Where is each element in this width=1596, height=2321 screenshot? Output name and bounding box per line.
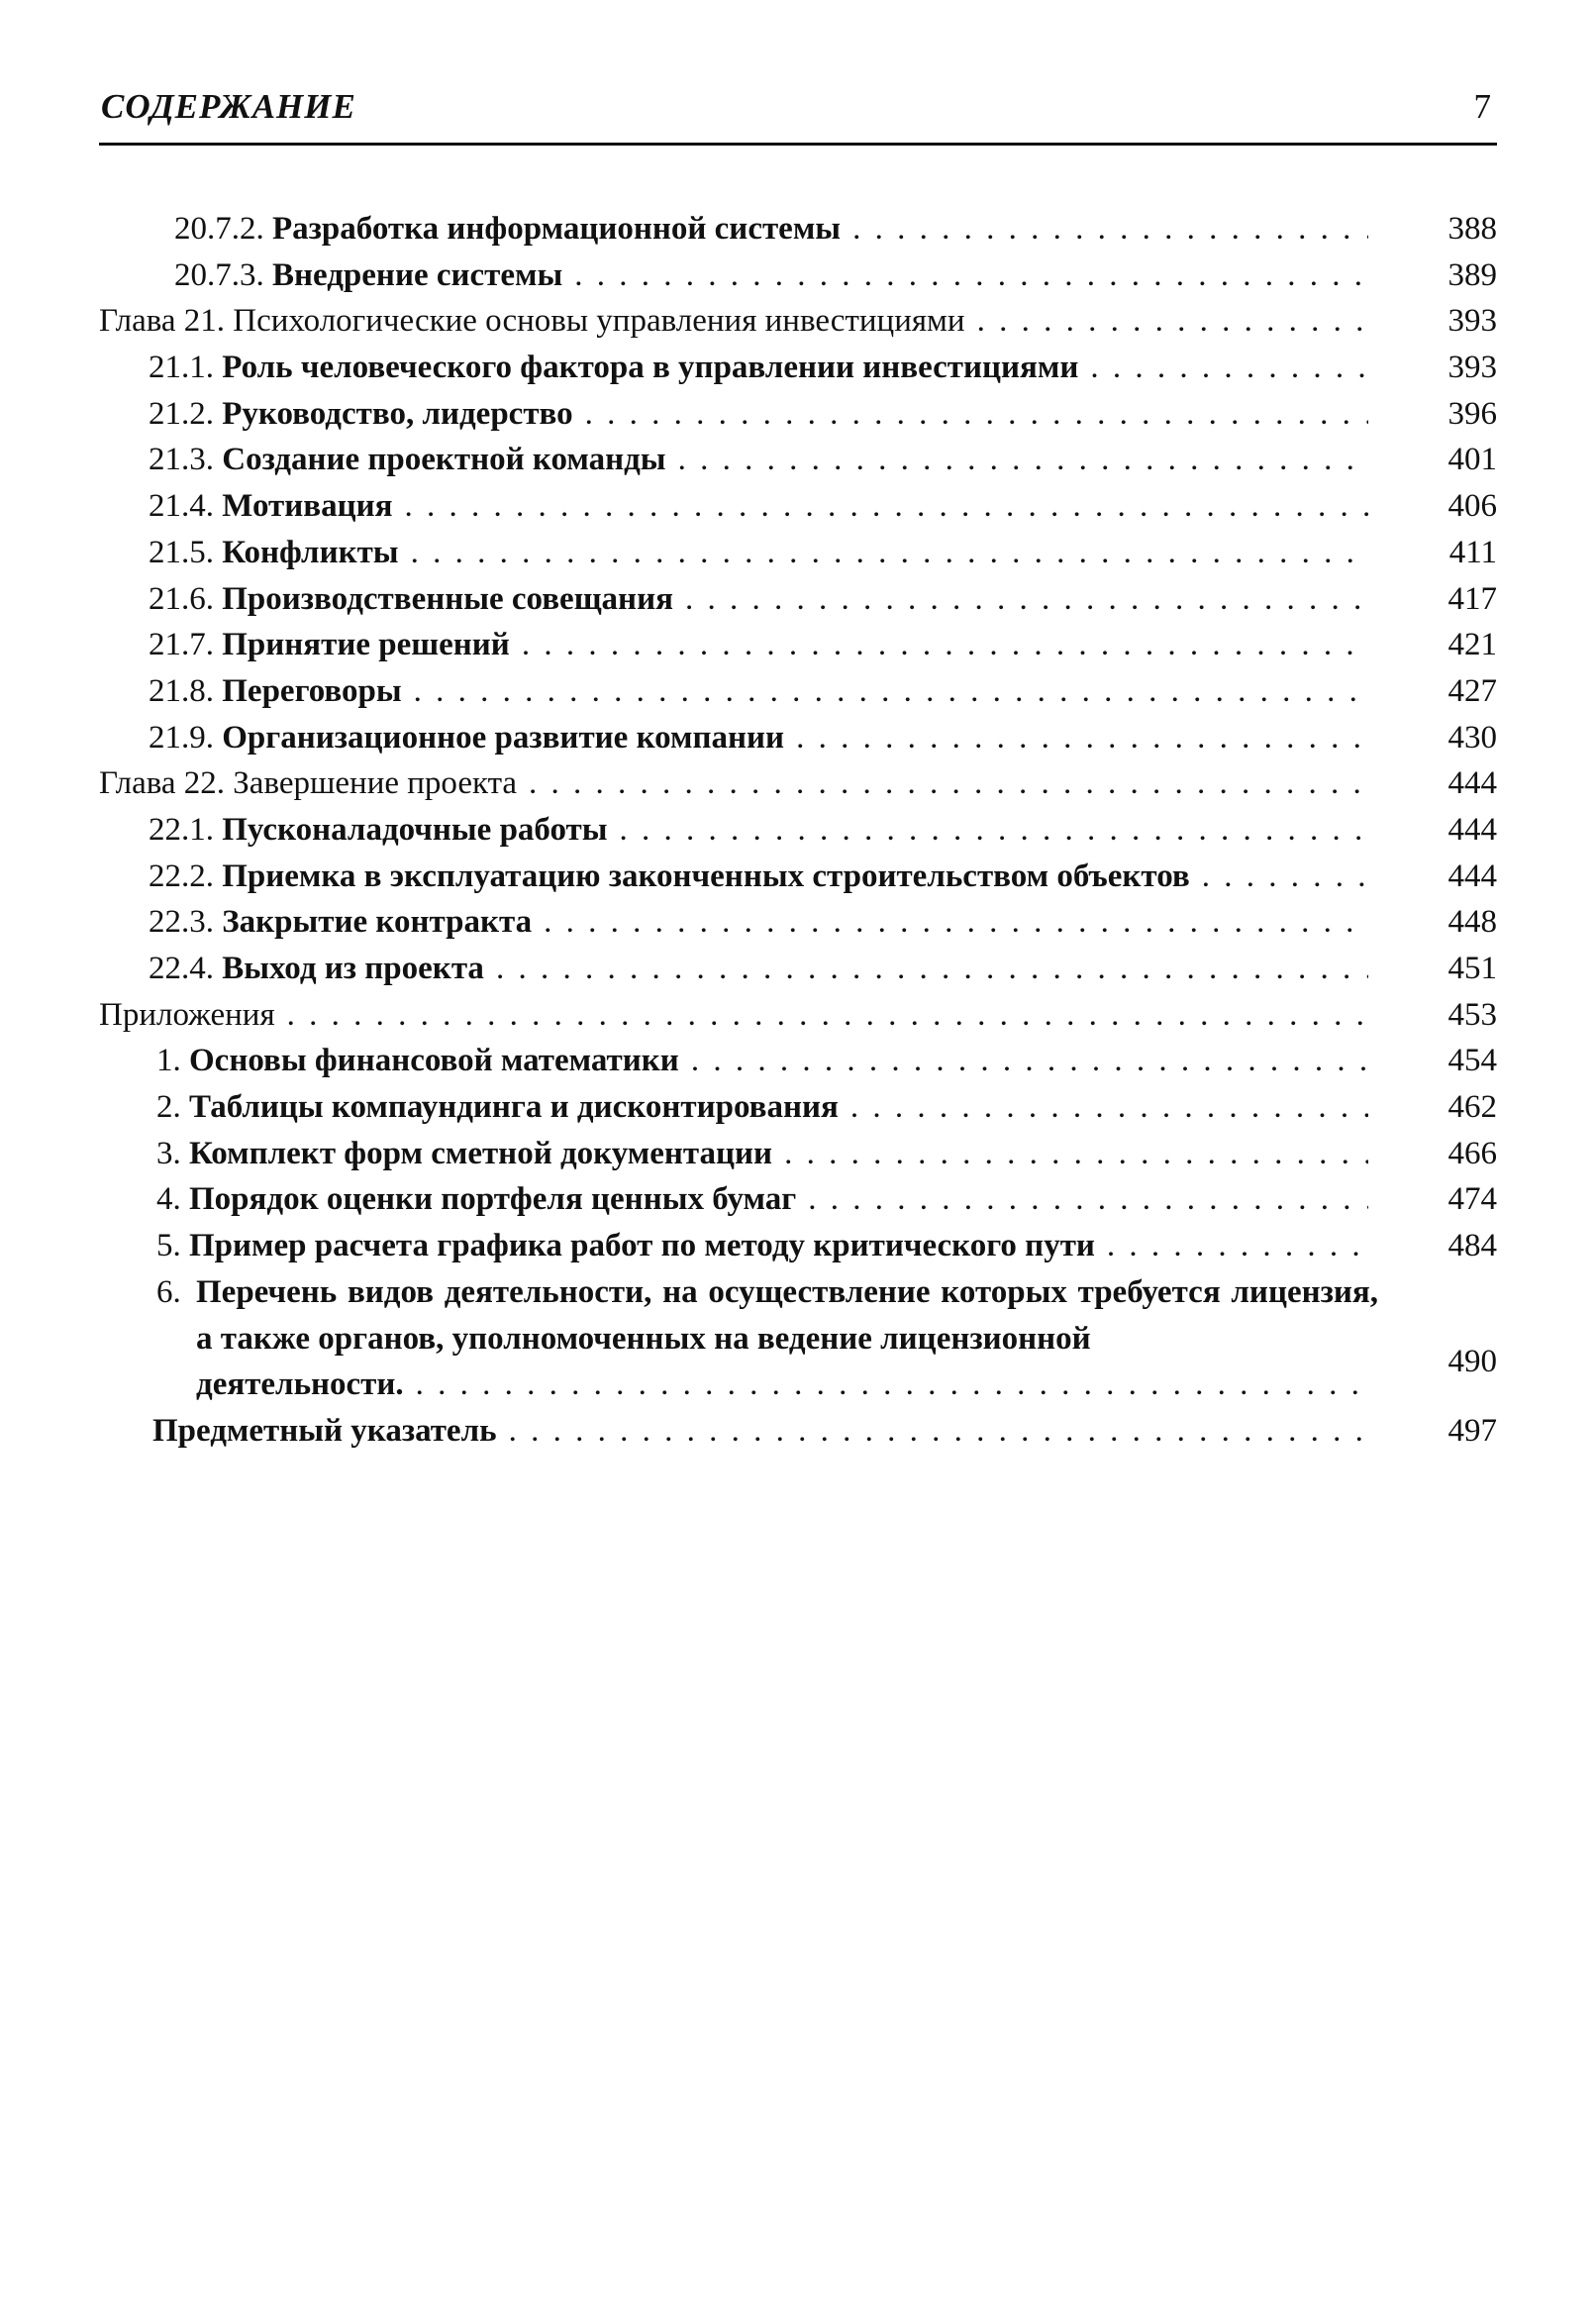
toc-entry-title: Приемка в эксплуатацию законченных строительством объектов xyxy=(222,858,1190,894)
toc-page-number: 389 xyxy=(1447,256,1497,293)
toc-entry xyxy=(0,899,1596,946)
toc-entry xyxy=(0,252,1596,299)
toc-page-number: 444 xyxy=(1447,858,1497,894)
toc-entry-text xyxy=(99,298,1368,345)
toc-entry-title: Комплект форм сметной документации xyxy=(189,1135,773,1171)
toc-entry xyxy=(0,1223,1596,1269)
toc-page-number: 421 xyxy=(1447,627,1497,663)
toc-entry xyxy=(0,391,1596,438)
toc-entry xyxy=(0,622,1596,668)
toc-entry xyxy=(0,576,1596,623)
toc-entry xyxy=(0,946,1596,992)
toc-entry-title: Конфликты xyxy=(222,534,399,570)
toc-entry-number: 21.9. xyxy=(149,719,214,756)
toc-entry-title: Мотивация xyxy=(222,488,393,525)
toc-entry-number: 2. xyxy=(156,1089,181,1126)
toc-entry-number: 5. xyxy=(156,1228,181,1264)
toc-entry-title: Разработка информационной системы xyxy=(272,211,842,247)
toc-entry-title: Производственные совещания xyxy=(222,580,673,617)
toc-entry-title: Предметный указатель xyxy=(152,1412,497,1449)
toc-entry-text xyxy=(149,854,1368,900)
toc-entry-number: 21.8. xyxy=(149,672,214,709)
toc-page-number: 466 xyxy=(1447,1135,1497,1171)
toc-entry xyxy=(0,715,1596,761)
toc-entry-text xyxy=(149,391,1368,438)
toc-entry-multiline xyxy=(0,1269,1596,1408)
toc-page-number: 462 xyxy=(1447,1089,1497,1126)
toc-entry-title: Закрытие контракта xyxy=(222,904,533,941)
toc-page-number: 497 xyxy=(1447,1412,1497,1449)
toc-page-number: 393 xyxy=(1447,350,1497,386)
toc-page-number: 430 xyxy=(1447,719,1497,756)
toc-entry-title: Пусконаладочные работы xyxy=(222,811,608,848)
toc-entry-text xyxy=(156,1223,1368,1269)
toc-entry-title: Основы финансовой математики xyxy=(189,1043,679,1079)
header-page-number: 7 xyxy=(1473,87,1491,126)
toc-entry-text xyxy=(156,1131,1368,1177)
toc-entry-number: 21.2. xyxy=(149,395,214,432)
toc-entry-number: Глава 21. xyxy=(99,303,226,340)
toc-page-number: 411 xyxy=(1448,534,1497,570)
toc-entry-title: Создание проектной команды xyxy=(222,442,666,478)
toc-entry-title: Роль человеческого фактора в управлении инвестициями xyxy=(222,350,1079,386)
toc-entry xyxy=(0,854,1596,900)
toc-entry-title: Порядок оценки портфеля ценных бумаг xyxy=(189,1181,797,1218)
toc-entry xyxy=(0,298,1596,345)
toc-entry xyxy=(0,668,1596,715)
toc-page-number: 448 xyxy=(1447,904,1497,941)
toc-entry-title: Выход из проекта xyxy=(222,951,484,986)
toc-entry-number: 3. xyxy=(156,1135,181,1171)
toc-entry xyxy=(0,1131,1596,1177)
toc-entry-text xyxy=(149,715,1368,761)
toc-entry xyxy=(0,206,1596,252)
toc-entry-title: Руководство, лидерство xyxy=(222,395,573,432)
toc-entry-text xyxy=(99,992,1368,1039)
toc-entry-text xyxy=(149,530,1368,576)
toc-entry-number: 20.7.2. xyxy=(174,211,264,247)
toc-entry-text xyxy=(149,899,1368,946)
toc-entry-title: Завершение проекта xyxy=(233,765,518,802)
toc-entry-number: 21.7. xyxy=(149,627,214,663)
toc-entry-index xyxy=(0,1408,1596,1455)
toc-entry xyxy=(0,1176,1596,1223)
toc-entry-text xyxy=(149,668,1368,715)
toc-entry-number: 21.4. xyxy=(149,488,214,525)
header-title: СОДЕРЖАНИЕ xyxy=(101,87,356,126)
toc-entry xyxy=(0,807,1596,854)
toc-entry-title: Переговоры xyxy=(222,672,402,709)
toc-entry-title: Принятие решений xyxy=(222,627,510,663)
toc-page-number: 388 xyxy=(1447,211,1497,247)
toc-entry-title: Перечень видов деятельности, на осуществление которых требуется лицензия, а также органов, уполномоченных на ведение лицензионной xyxy=(196,1273,1378,1357)
toc-page-number: 453 xyxy=(1447,996,1497,1033)
toc-entry-text xyxy=(152,1408,1368,1455)
toc-entry-text xyxy=(149,437,1368,483)
toc-entry-title-last-line xyxy=(196,1362,1368,1408)
toc-entry-number: 4. xyxy=(156,1181,181,1218)
toc-entry-number: 6. xyxy=(156,1273,181,1310)
toc-page-number: 444 xyxy=(1447,765,1497,802)
toc-entry-number: 21.6. xyxy=(149,580,214,617)
toc-entry xyxy=(0,345,1596,391)
toc-entry-number: 21.3. xyxy=(149,442,214,478)
toc-entry-text xyxy=(149,946,1368,992)
toc-entry xyxy=(0,437,1596,483)
toc-entry-text xyxy=(149,622,1368,668)
toc-entry-text xyxy=(156,1176,1368,1223)
toc-entry xyxy=(0,1084,1596,1131)
toc-entry-title: Психологические основы управления инвестициями xyxy=(233,303,965,340)
toc-entry-text xyxy=(156,1038,1368,1084)
toc-entry-title: Таблицы компаундинга и дисконтирования xyxy=(189,1089,839,1126)
toc-entry-text xyxy=(174,206,1368,252)
toc-page-number: 484 xyxy=(1447,1228,1497,1264)
toc-entry-title-end: деятельности. xyxy=(196,1366,404,1403)
toc-entry xyxy=(0,760,1596,807)
toc-entry-number: 1. xyxy=(156,1043,181,1079)
toc-entry-title: Внедрение системы xyxy=(272,256,563,293)
toc-entry-title: Пример расчета графика работ по методу критического пути xyxy=(189,1228,1095,1264)
toc-entry-text xyxy=(156,1084,1368,1131)
toc-entry-title: Организационное развитие компании xyxy=(222,719,785,756)
toc-entry-text xyxy=(149,576,1368,623)
toc-page-number: 427 xyxy=(1447,672,1497,709)
toc-entry-text xyxy=(99,760,1368,807)
toc-page-number: 454 xyxy=(1447,1043,1497,1079)
toc-entry xyxy=(0,530,1596,576)
toc-entry-text xyxy=(149,807,1368,854)
toc-page-number: 406 xyxy=(1447,488,1497,525)
toc-page-number: 393 xyxy=(1447,303,1497,340)
toc-page-number: 451 xyxy=(1447,951,1497,986)
toc-entry xyxy=(0,1038,1596,1084)
toc-entry-text xyxy=(174,252,1368,299)
toc-page-number: 474 xyxy=(1447,1181,1497,1218)
toc-page-number: 401 xyxy=(1447,442,1497,478)
toc-entry xyxy=(0,992,1596,1039)
toc-entry-number: 21.1. xyxy=(149,350,214,386)
toc-page-number: 396 xyxy=(1447,395,1497,432)
toc-entry-number: 21.5. xyxy=(149,534,214,570)
toc-entry-number: 22.3. xyxy=(149,904,214,941)
toc-entry-number: 22.4. xyxy=(149,951,214,986)
toc-page-number: 417 xyxy=(1447,580,1497,617)
toc-entry-number: Глава 22. xyxy=(99,765,226,802)
toc-page-number: 490 xyxy=(1447,1343,1497,1379)
toc-entry-text xyxy=(149,345,1368,391)
toc-entry-title: Приложения xyxy=(99,996,275,1033)
toc-entry xyxy=(0,483,1596,530)
toc-entry-number: 20.7.3. xyxy=(174,256,264,293)
toc-entry-number: 22.2. xyxy=(149,858,214,894)
toc-entry-text xyxy=(149,483,1368,530)
toc-page-number: 444 xyxy=(1447,811,1497,848)
table-of-contents xyxy=(0,206,1596,1455)
toc-entry-number: 22.1. xyxy=(149,811,214,848)
running-header xyxy=(99,87,1497,146)
